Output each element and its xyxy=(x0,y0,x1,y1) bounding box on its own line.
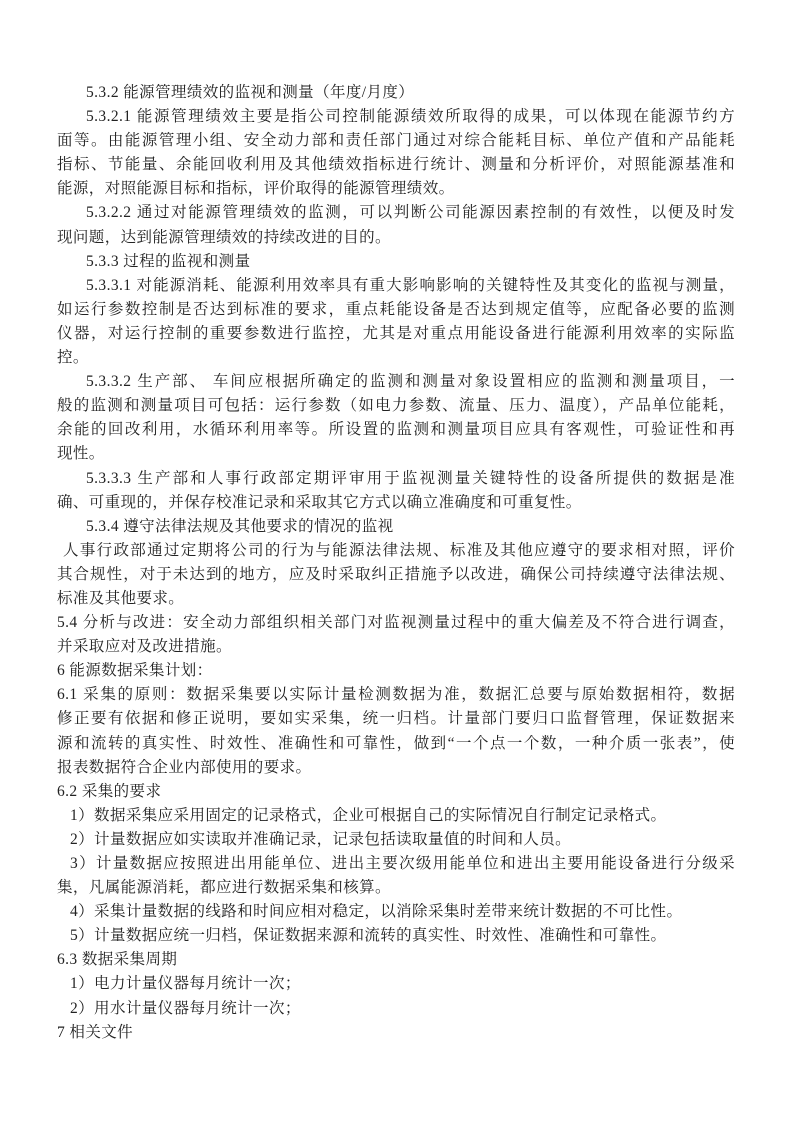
text-line: 5.3.3.1 对能源消耗、能源利用效率具有重大影响影响的关键特性及其变化的监视与测量， xyxy=(86,276,735,294)
text-line: 6.2 采集的要求 xyxy=(57,782,162,800)
text-line: 现问题，达到能源管理绩效的持续改进的目的。 xyxy=(57,228,391,246)
text-line: 源和流转的真实性、时效性、准确性和可靠性，做到“一个点一个数，一种介质一张表”，使 xyxy=(57,734,735,752)
text-line: 5）计量数据应统一归档，保证数据来源和流转的真实性、时效性、准确性和可靠性。 xyxy=(70,927,667,945)
text-line: 仪器，对运行控制的重要参数进行监控，尤其是对重点用能设备进行能源利用效率的实际监 xyxy=(57,324,735,342)
text-line: 2）计量数据应如实读取并准确记录，记录包括读取量值的时间和人员。 xyxy=(70,830,572,848)
text-line: 5.4 分析与改进：安全动力部组织相关部门对监视测量过程中的重大偏差及不符合进行调查， xyxy=(57,614,735,632)
text-line: 余能的回改利用，水循环利用率等。所设置的监测和测量项目应具有客观性，可验证性和再 xyxy=(57,421,735,439)
text-line: 4）采集计量数据的线路和时间应相对稳定，以消除采集时差带来统计数据的不可比性。 xyxy=(70,903,683,921)
text-line: 7 相关文件 xyxy=(57,1023,134,1041)
text-line: 如运行参数控制是否达到标准的要求，重点耗能设备是否达到规定值等，应配备必要的监测 xyxy=(57,300,735,318)
text-line: 报表数据符合企业内部使用的要求。 xyxy=(57,758,312,776)
text-line: 修正要有依据和修正说明，要如实采集，统一归档。计量部门要归口监督管理，保证数据来 xyxy=(57,710,735,728)
text-line: 控。 xyxy=(57,349,89,367)
text-line: 6.1 采集的原则：数据采集要以实际计量检测数据为准，数据汇总要与原始数据相符，数据 xyxy=(57,686,735,704)
text-line: 标准及其他要求。 xyxy=(57,589,185,607)
text-line: 其合规性，对于未达到的地方，应及时采取纠正措施予以改进，确保公司持续遵守法律法规、 xyxy=(57,565,735,583)
text-line: 人事行政部通过定期将公司的行为与能源法律法规、标准及其他应遵守的要求相对照，评价 xyxy=(63,541,735,559)
text-line: 5.3.3.3 生产部和人事行政部定期评审用于监视测量关键特性的设备所提供的数据是准 xyxy=(86,469,735,487)
text-line: 5.3.3.2 生产部、 车间应根据所确定的监测和测量对象设置相应的监测和测量项目，一 xyxy=(86,373,735,391)
text-line: 面等。由能源管理小组、安全动力部和责任部门通过对综合能耗目标、单位产值和产品能耗 xyxy=(57,132,735,150)
text-line: 5.3.2.2 通过对能源管理绩效的监测，可以判断公司能源因素控制的有效性，以便及时发 xyxy=(86,204,735,222)
text-line: 1）数据采集应采用固定的记录格式，企业可根据自己的实际情况自行制定记录格式。 xyxy=(70,806,667,824)
text-line: 5.3.2.1 能源管理绩效主要是指公司控制能源绩效所取得的成果，可以体现在能源节约方 xyxy=(86,108,735,126)
text-line: 6 能源数据采集计划： xyxy=(57,662,213,680)
text-line: 2）用水计量仪器每月统计一次； xyxy=(70,999,301,1017)
text-line: 确、可重现的，并保存校准记录和采取其它方式以确立准确度和可重复性。 xyxy=(57,493,582,511)
text-line: 集，凡属能源消耗，都应进行数据采集和核算。 xyxy=(57,879,391,897)
text-line: 5.3.4 遵守法律法规及其他要求的情况的监视 xyxy=(86,517,394,535)
text-line: 并采取应对及改进措施。 xyxy=(57,638,232,656)
text-line: 指标、节能量、余能回收利用及其他绩效指标进行统计、测量和分析评价，对照能源基准和 xyxy=(57,156,735,174)
text-line: 6.3 数据采集周期 xyxy=(57,951,178,969)
text-line: 能源，对照能源目标和指标，评价取得的能源管理绩效。 xyxy=(57,180,455,198)
document-text-block xyxy=(57,81,735,1045)
text-line: 5.3.2 能源管理绩效的监视和测量（年度/月度） xyxy=(86,84,415,101)
text-line: 5.3.3 过程的监视和测量 xyxy=(86,252,251,270)
text-line: 现性。 xyxy=(57,445,105,463)
text-line: 3）计量数据应按照进出用能单位、进出主要次级用能单位和进出主要用能设备进行分级采 xyxy=(70,855,735,872)
text-line: 1）电力计量仪器每月统计一次； xyxy=(70,975,301,993)
text-line: 般的监测和测量项目可包括：运行参数（如电力参数、流量、压力、温度），产品单位能耗， xyxy=(57,397,735,415)
